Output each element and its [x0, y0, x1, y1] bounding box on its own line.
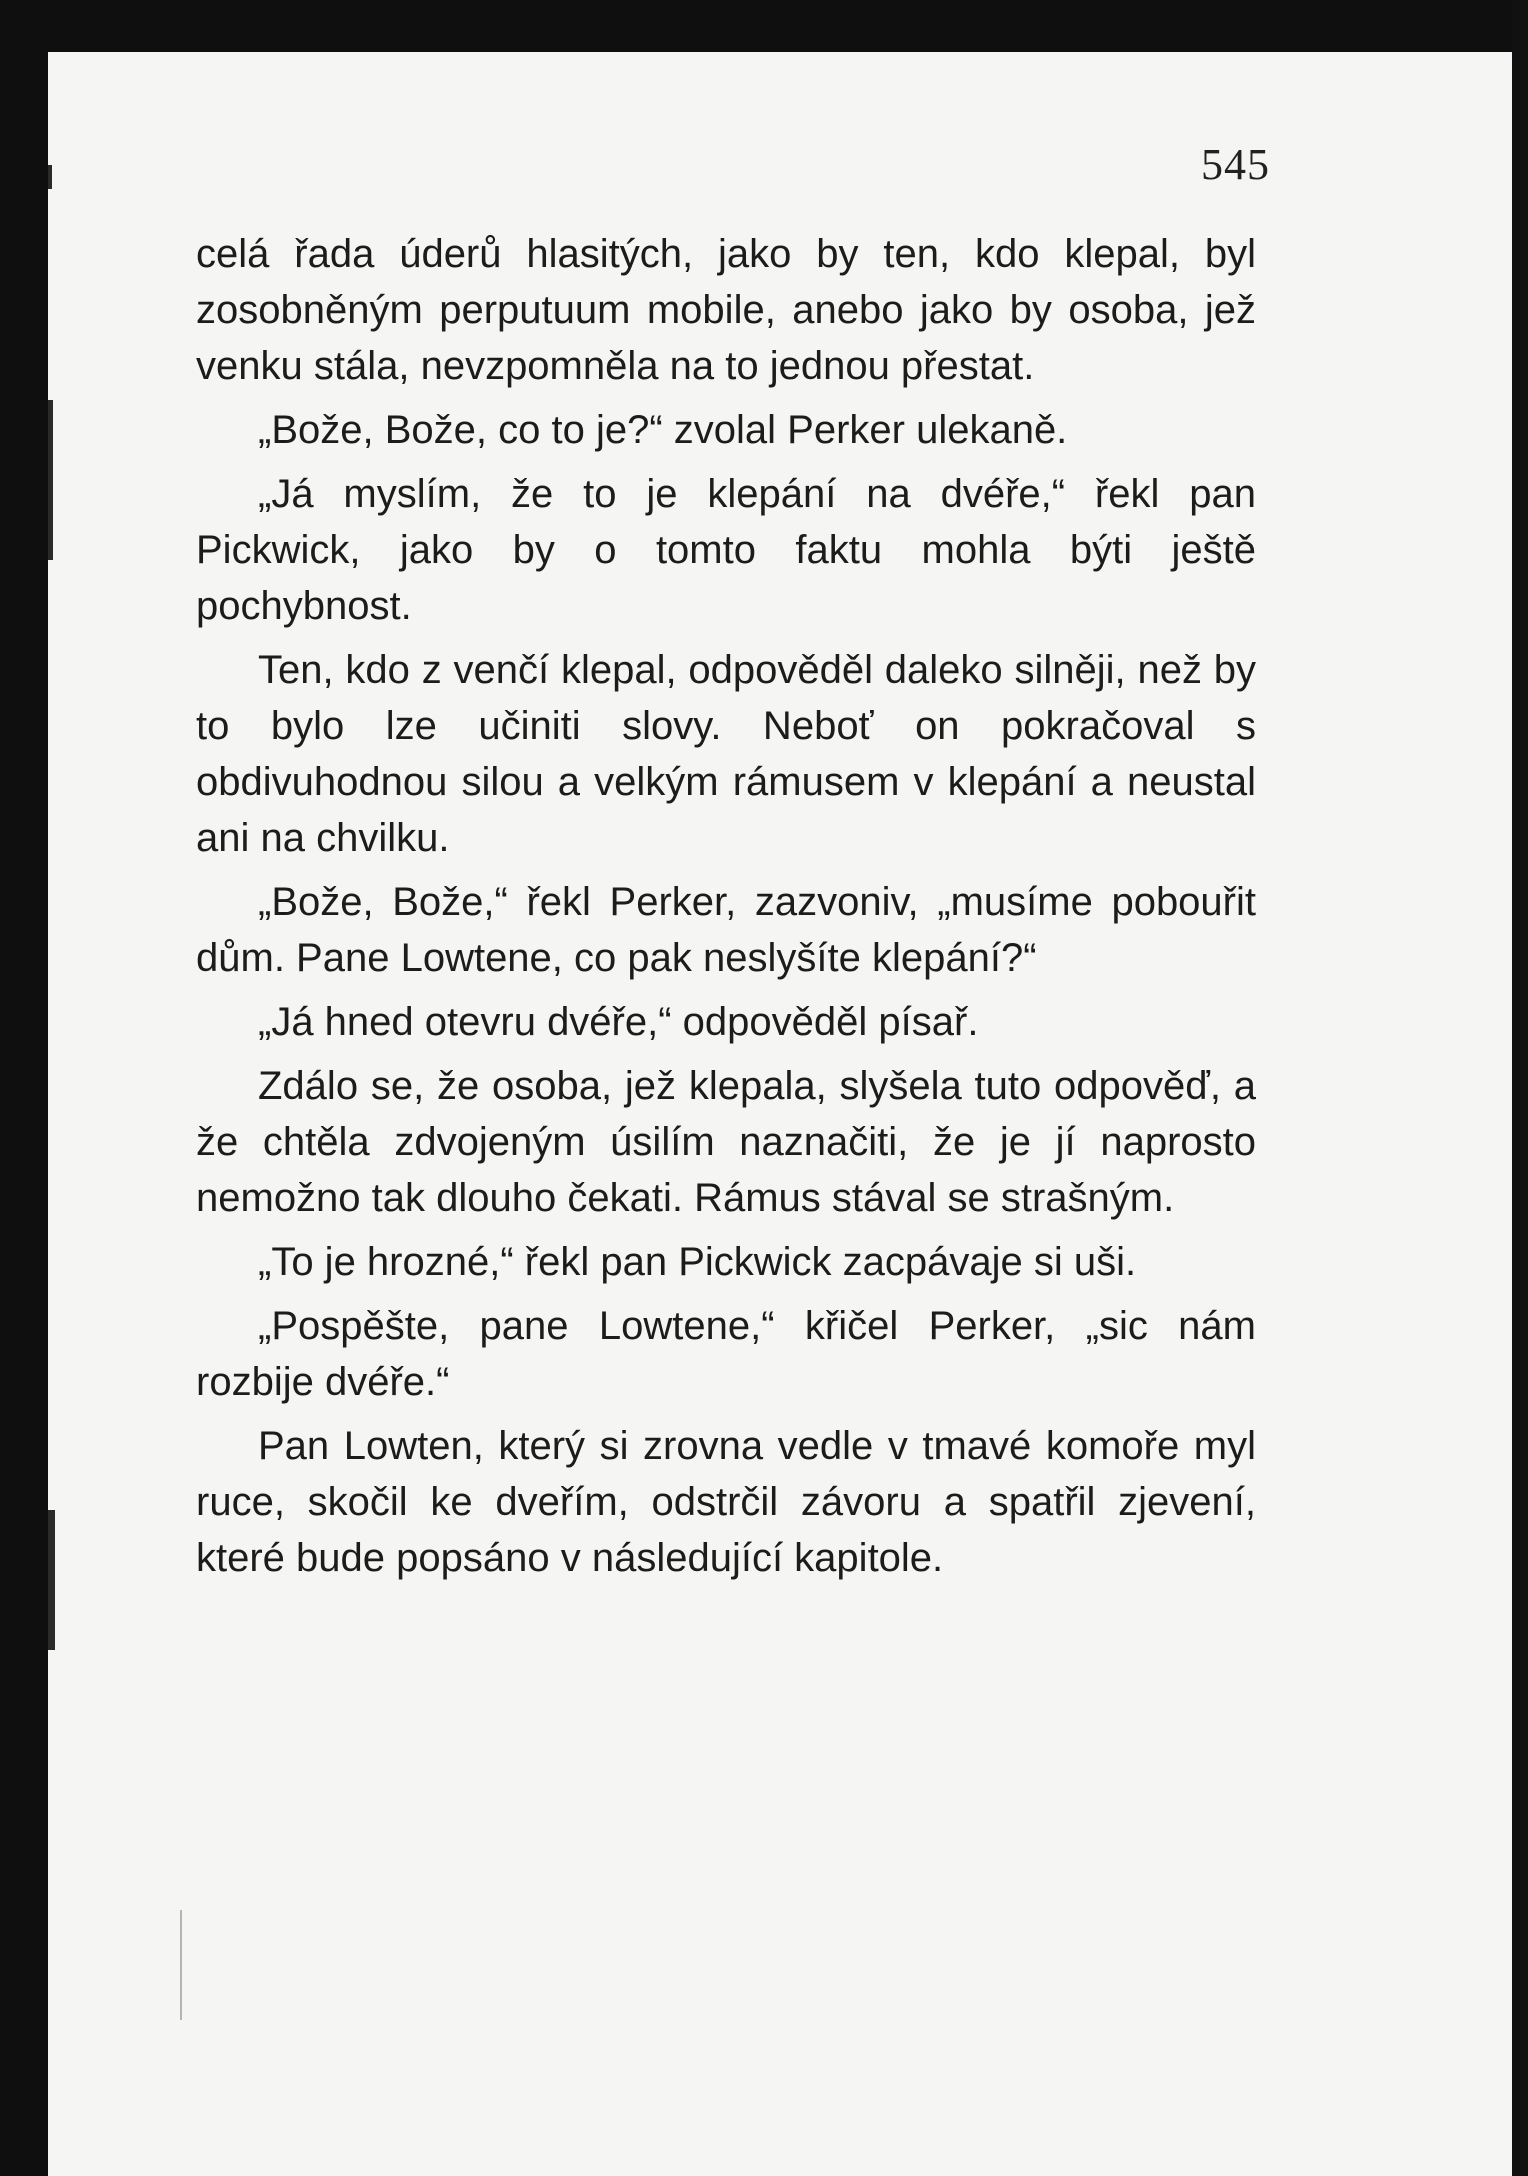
- paragraph: „Pospěšte, pane Lowtene,“ křičel Perker, „sic nám rozbije dvéře.“: [196, 1304, 1256, 1404]
- paragraph: „To je hrozné,“ řekl pan Pickwick zacpávaje si uši.: [258, 1240, 1137, 1284]
- paragraph: Pan Lowten, který si zrovna vedle v tmavé komoře myl ruce, skočil ke dveřím, odstrčil závoru a spatřil zjevení, které bude popsáno v následující kapitole.: [196, 1424, 1256, 1580]
- scan-border-right: [1512, 0, 1528, 2176]
- scan-artifact: [48, 1510, 55, 1650]
- paragraph: Ten, kdo z venčí klepal, odpověděl daleko silněji, než by to bylo lze učiniti slovy. Neboť on pokračoval s obdivuhodnou silou a velkým rámusem v klepání a neustal ani na chvilku.: [196, 648, 1256, 860]
- scan-border-top: [0, 0, 1528, 52]
- scan-artifact: [48, 165, 52, 189]
- paragraph: „Bože, Bože,“ řekl Perker, zazvoniv, „musíme pobouřit dům. Pane Lowtene, co pak neslyšíte klepání?“: [196, 880, 1256, 980]
- paragraph: „Bože, Bože, co to je?“ zvolal Perker ulekaně.: [258, 408, 1068, 452]
- scan-border-left: [0, 0, 48, 2176]
- body-text: [196, 226, 1256, 1594]
- paragraph: „Já hned otevru dvéře,“ odpověděl písař.: [258, 1000, 979, 1044]
- scan-artifact: [180, 1910, 182, 2020]
- scan-artifact: [48, 400, 53, 560]
- paragraph: celá řada úderů hlasitých, jako by ten, kdo klepal, byl zosobněným perputuum mobile, anebo jako by osoba, jež venku stála, nevzpomněla na to jednou přestat.: [196, 232, 1256, 388]
- page-number: 545: [1201, 140, 1270, 189]
- paragraph: Zdálo se, že osoba, jež klepala, slyšela tuto odpověď, a že chtěla zdvojeným úsilím naznačiti, že je jí naprosto nemožno tak dlouho čekati. Rámus stával se strašným.: [196, 1064, 1256, 1220]
- paragraph: „Já myslím, že to je klepání na dvéře,“ řekl pan Pickwick, jako by o tomto faktu mohla býti ještě pochybnost.: [196, 472, 1256, 628]
